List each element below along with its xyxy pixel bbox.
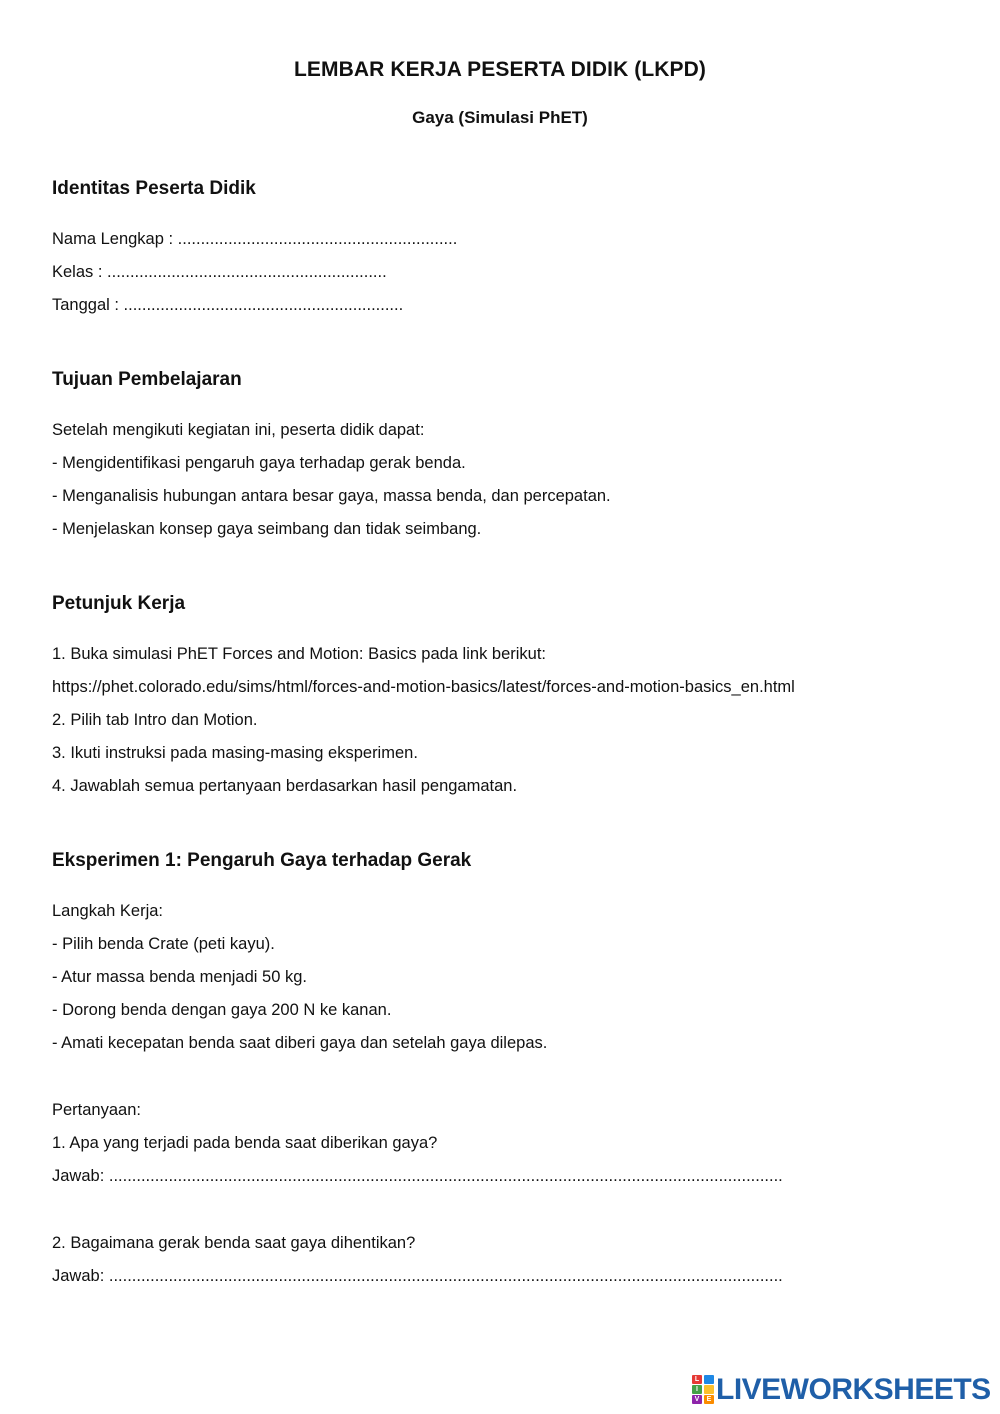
question-1: 1. Apa yang terjadi pada benda saat diberikan gaya? [52, 1134, 438, 1152]
step-item: - Atur massa benda menjadi 50 kg. [52, 968, 307, 986]
question-2: 2. Bagaimana gerak benda saat gaya dihentikan? [52, 1234, 416, 1252]
experiment1-heading: Eksperimen 1: Pengaruh Gaya terhadap Gerak [52, 850, 472, 871]
objectives-intro: Setelah mengikuti kegiatan ini, peserta didik dapat: [52, 421, 425, 439]
objectives-heading: Tujuan Pembelajaran [52, 369, 242, 390]
instruction-item: 4. Jawablah semua pertanyaan berdasarkan hasil pengamatan. [52, 777, 518, 795]
identity-heading: Identitas Peserta Didik [52, 178, 256, 199]
instruction-item: 1. Buka simulasi PhET Forces and Motion: Basics pada link berikut: [52, 645, 547, 663]
page-title: LEMBAR KERJA PESERTA DIDIK (LKPD) [293, 58, 707, 81]
step-item: - Pilih benda Crate (peti kayu). [52, 935, 275, 953]
phet-link[interactable]: https://phet.colorado.edu/sims/html/forces-and-motion-basics/latest/forces-and-motion-basics_en.html [52, 678, 795, 696]
instructions-heading: Petunjuk Kerja [52, 593, 186, 614]
objective-item: - Menjelaskan konsep gaya seimbang dan tidak seimbang. [52, 520, 482, 538]
objective-item: - Menganalisis hubungan antara besar gaya, massa benda, dan percepatan. [52, 487, 611, 505]
step-item: - Dorong benda dengan gaya 200 N ke kanan. [52, 1001, 392, 1019]
answer-1-field[interactable]: Jawab: ................................................................................................................................................... [52, 1167, 783, 1185]
questions-label: Pertanyaan: [52, 1101, 141, 1119]
date-field[interactable]: Tanggal : ............................................................. [52, 296, 404, 314]
instruction-item: 3. Ikuti instruksi pada masing-masing eksperimen. [52, 744, 418, 762]
class-field[interactable]: Kelas : ............................................................. [52, 263, 387, 281]
name-field[interactable]: Nama Lengkap : ............................................................. [52, 230, 458, 248]
step-item: - Amati kecepatan benda saat diberi gaya dan setelah gaya dilepas. [52, 1034, 548, 1052]
liveworksheets-logo[interactable] [692, 1372, 991, 1408]
steps-label: Langkah Kerja: [52, 902, 163, 920]
page-subtitle: Gaya (Simulasi PhET) [412, 108, 588, 127]
liveworksheets-logo-icon: L I V E [692, 1375, 714, 1405]
liveworksheets-logo-text: LIVEWORKSHEETS [716, 1373, 991, 1406]
answer-2-field[interactable]: Jawab: ................................................................................................................................................... [52, 1267, 783, 1285]
objective-item: - Mengidentifikasi pengaruh gaya terhadap gerak benda. [52, 454, 466, 472]
instruction-item: 2. Pilih tab Intro dan Motion. [52, 711, 258, 729]
